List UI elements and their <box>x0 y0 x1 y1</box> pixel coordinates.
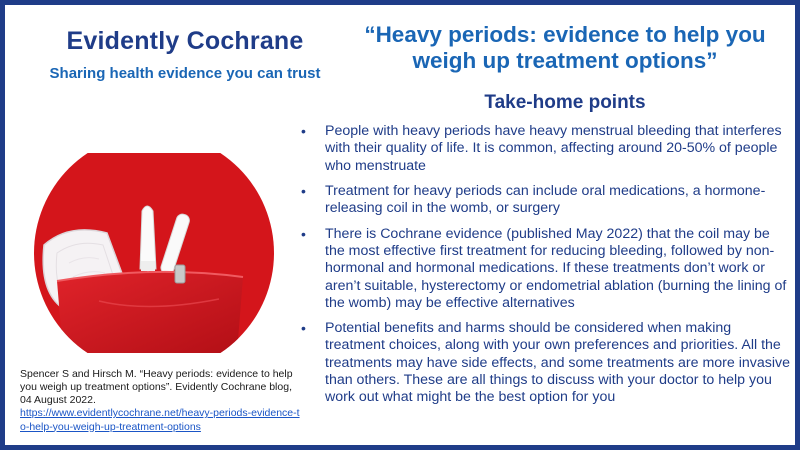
bullet-icon: • <box>301 182 306 199</box>
citation-text: Spencer S and Hirsch M. “Heavy periods: evidence to help you weigh up treatment options”. Evidently Cochrane blog, 04 August 2022. <box>20 368 293 407</box>
point-text: Treatment for heavy periods can include oral medications, a hormone-releasing coil in the womb, or surgery <box>325 182 766 217</box>
point-item <box>297 123 791 175</box>
point-item <box>297 183 791 218</box>
bullet-icon: • <box>301 320 306 337</box>
point-item <box>297 320 791 407</box>
point-text: There is Cochrane evidence (published May 2022) that the coil may be the most effective first treatment for reducing bleeding, followed by non-hormonal and hormonal medications. If these treatments don’t work or aren’t suitable, hysterectomy or endometrial ablation (burning the lining of the womb) may be effective alternatives <box>325 225 787 311</box>
bullet-icon: • <box>301 123 306 139</box>
point-item <box>297 226 791 313</box>
bullet-icon: • <box>301 225 306 242</box>
photo-group <box>29 153 279 353</box>
section-heading: Take-home points <box>484 92 646 113</box>
infographic-card <box>5 5 795 445</box>
take-home-points-list <box>297 123 791 415</box>
red-pouch-icon <box>57 265 243 353</box>
period-products-photo <box>29 153 279 353</box>
point-text: People with heavy periods have heavy menstrual bleeding that interferes with their quality of life. It is common, affecting around 20-50% of people who menstruate <box>325 123 782 174</box>
brand-tagline: Sharing health evidence you can trust <box>49 65 321 82</box>
citation <box>20 368 305 434</box>
brand-title: Evidently Cochrane <box>66 27 304 55</box>
blog-title: “Heavy periods: evidence to help you weigh up treatment options” <box>364 22 766 73</box>
point-text: Potential benefits and harms should be considered when making treatment choices, along with your own preferences and priorities. All the treatments may have side effects, and some treatments are more invasive than others. These are all things to discuss with your doctor to help you work out what might be the best option for you <box>325 320 790 406</box>
citation-link[interactable]: https://www.evidentlycochrane.net/heavy-periods-evidence-to-help-you-weigh-up-treatment-options <box>20 407 300 433</box>
